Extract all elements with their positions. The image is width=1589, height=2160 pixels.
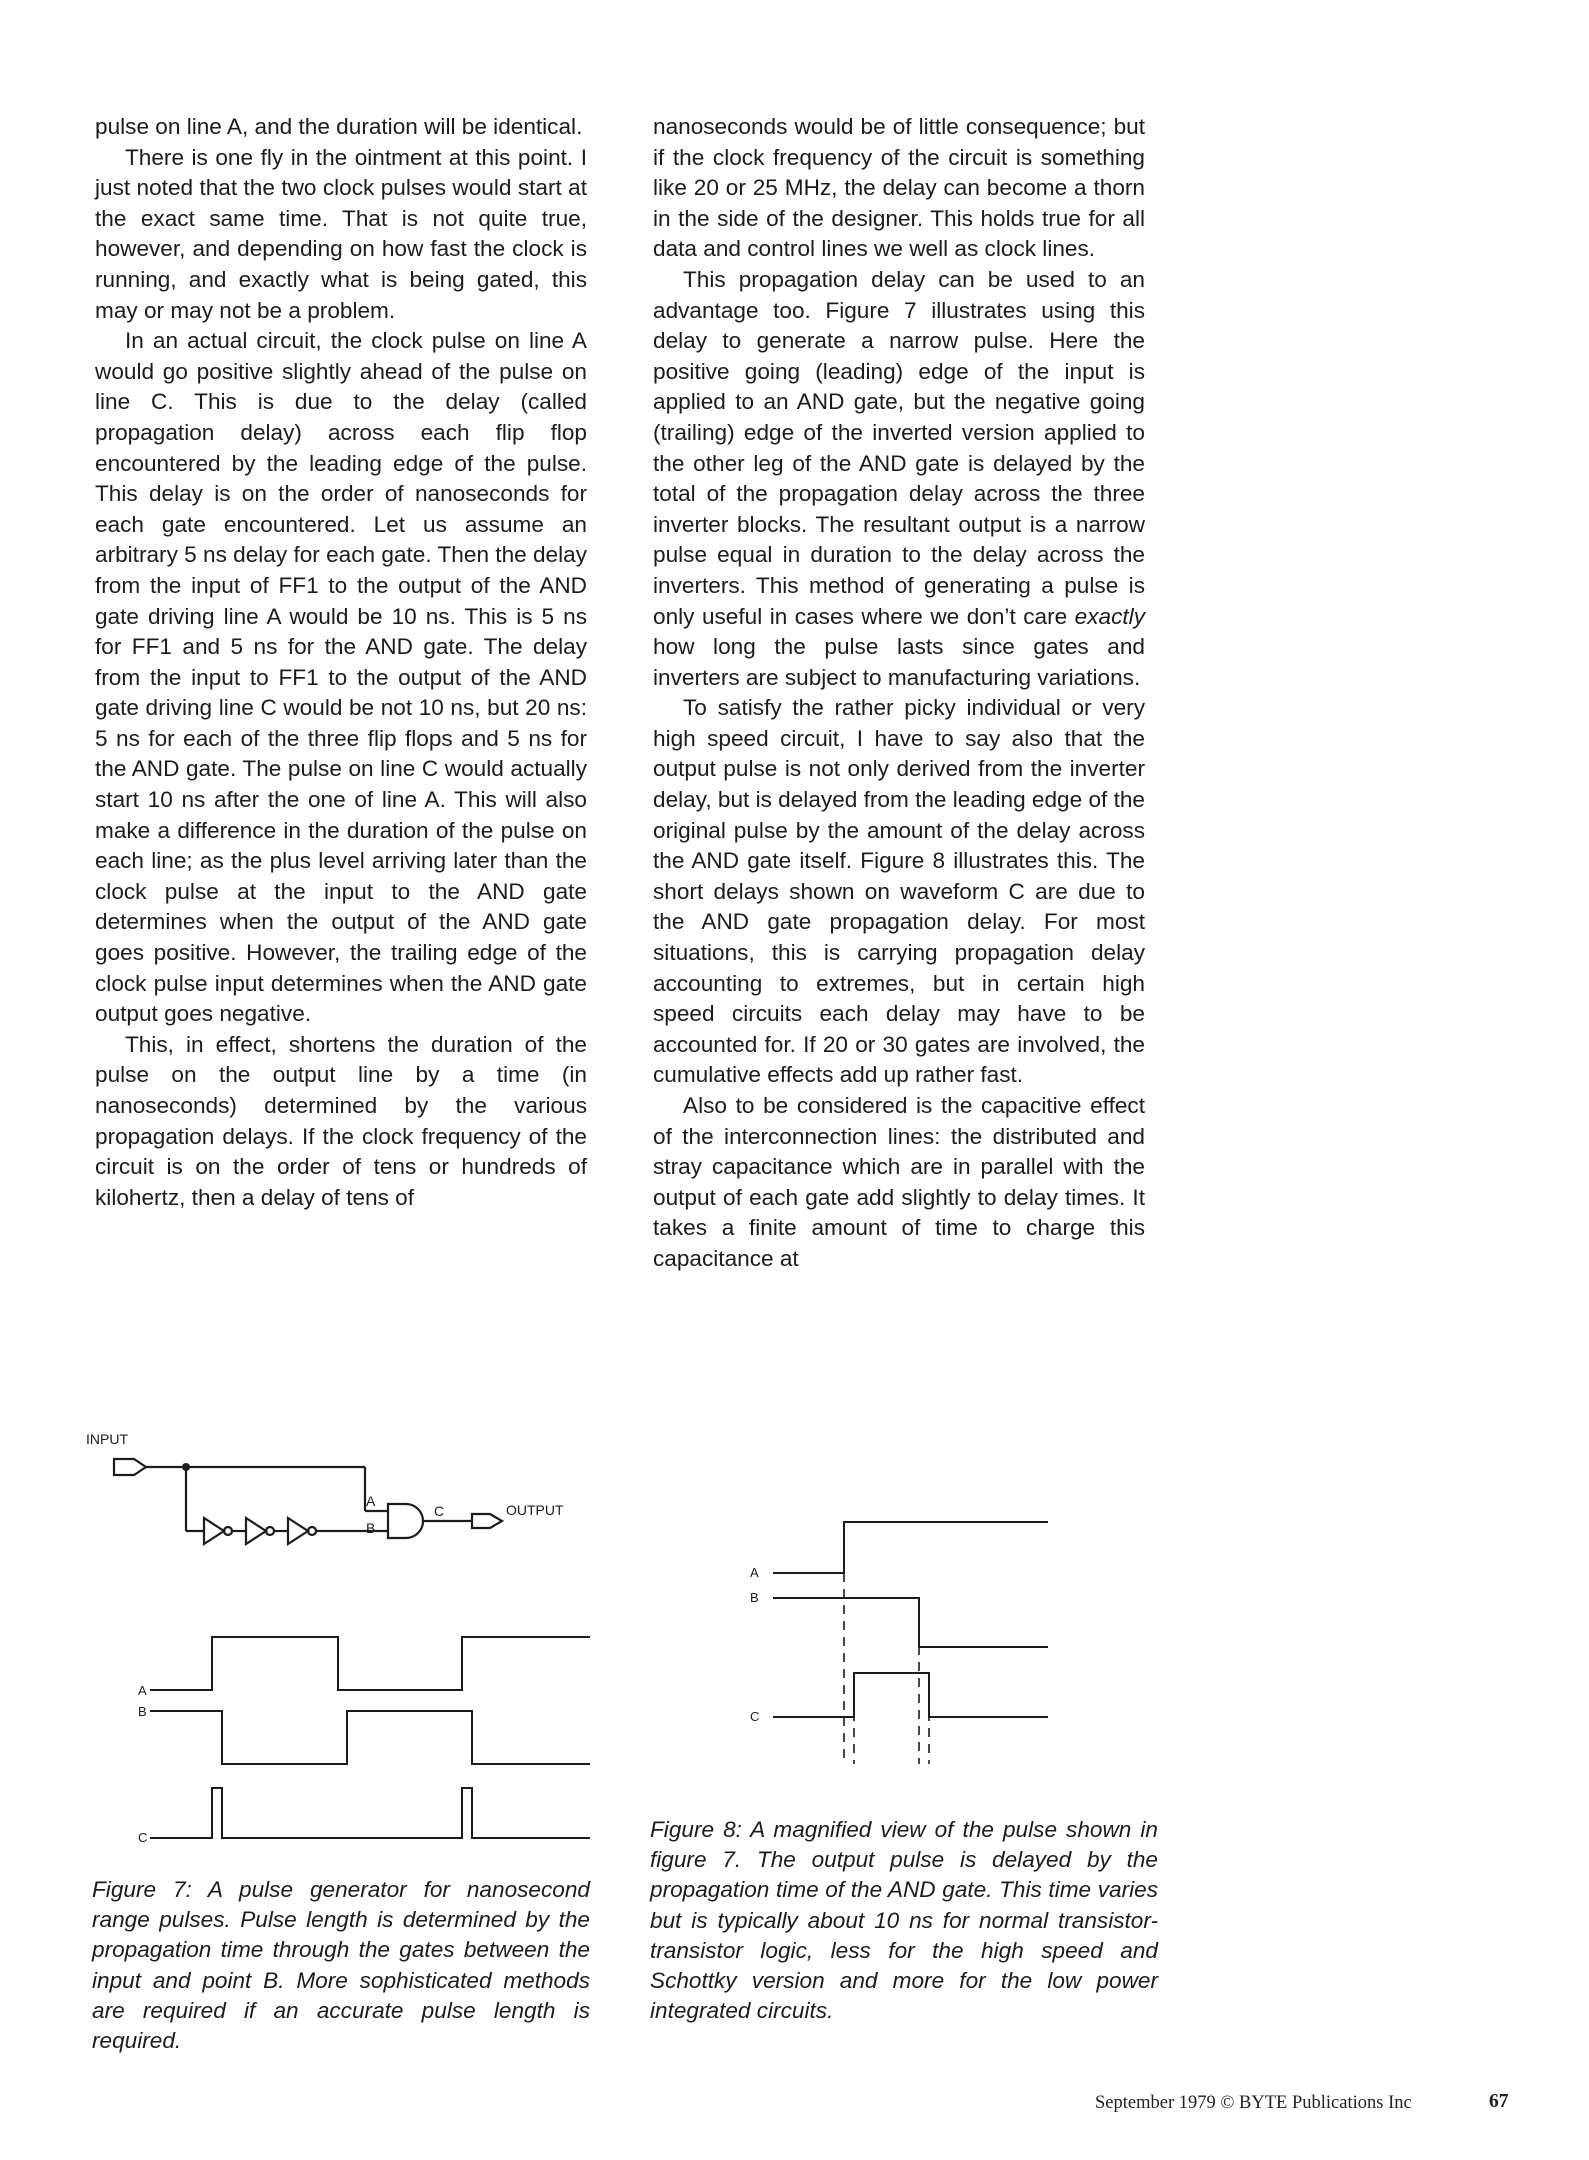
- paragraph: To satisfy the rather picky individual or very high speed circuit, I have to say also that the output pulse is not only derived from the inverter delay, but is delayed from the leading edge of the original pulse by the amount of the delay across the AND gate itself. Figure 8 illustrates this. The short delays shown on waveform C are due to the AND gate propagation delay. For most situations, this is carrying propagation delay accounting to extremes, but in certain high speed circuits each delay may have to be accounted for. If 20 or 30 gates are involved, the cumulative effects add up rather fast.: [653, 695, 1145, 1088]
- waveform-c: [150, 1788, 590, 1838]
- paragraph: In an actual circuit, the clock pulse on line A would go positive slightly ahead of the pulse on line C. This is due to the delay (called propagation delay) across each flip flop encountered by the leading edge of the pulse. This delay is on the order of nanoseconds for each gate encountered. Let us assume an arbitrary 5 ns delay for each gate. Then the delay from the input of FF1 to the output of the AND gate driving line A would be 10 ns. This is 5 ns for FF1 and 5 ns for the AND gate. The delay from the input to FF1 to the output of the AND gate driving line C would be not 10 ns, but 20 ns: 5 ns for each of the three flip flops and 5 ns for the AND gate. The pulse on line C would actually start 10 ns after the one of line A. This will also make a difference in the duration of the pulse on each line; as the plus level arriving later than the clock pulse at the input to the AND gate determines when the output of the AND gate goes positive. However, the trailing edge of the clock pulse input determines when the AND gate output goes negative.: [95, 328, 587, 1027]
- node-a-label: A: [366, 1493, 376, 1509]
- figure7-caption: Figure 7: A pulse generator for nanosecond range pulses. Pulse length is determined by the propagation time through the gates between the input and point B. More sophisticated methods are required if an accurate pulse length is required.: [92, 1877, 590, 2054]
- node-b-label: B: [366, 1520, 376, 1536]
- figure7-waveforms: [120, 1620, 600, 1850]
- paragraph-text: This propagation delay can be used to an advantage too. Figure 7 illustrates using this delay to generate a narrow pulse. Here the positive going (leading) edge of the input is applied to an AND gate, but the negative going (trailing) edge of the inverted version applied to the other leg of the AND gate is delayed by the total of the propagation delay across the three inverter blocks. The resultant output is a narrow pulse equal in duration to the delay across the inverters. This method of generating a pulse is only useful in cases where we don’t care: [653, 266, 1145, 629]
- wave-label-b: B: [138, 1704, 147, 1719]
- wave-label-c: C: [750, 1709, 760, 1724]
- magnified-waveform-diagram: [740, 1510, 1070, 1770]
- figure8-diagram: [740, 1510, 1070, 1770]
- inverter-symbol: [246, 1518, 266, 1544]
- paragraph: [653, 265, 1145, 693]
- output-connector-symbol: [472, 1514, 502, 1528]
- page-number: 67: [1489, 2091, 1509, 2112]
- wave-label-b: B: [750, 1590, 759, 1605]
- waveform-b: [773, 1598, 1048, 1647]
- node-c-label: C: [434, 1503, 445, 1519]
- paragraph: This, in effect, shortens the duration of the pulse on the output line by a time (in nanoseconds) determined by the various propagation delays. If the clock frequency of the circuit is on the order of tens or hundreds of kilohertz, then a delay of tens of: [95, 1031, 587, 1210]
- waveform-c: [773, 1673, 1048, 1717]
- input-label: INPUT: [86, 1431, 128, 1447]
- junction-dot: [182, 1463, 190, 1471]
- wave-label-a: A: [138, 1683, 147, 1698]
- figure7-schematic: [80, 1420, 600, 1570]
- schematic-diagram: [80, 1420, 600, 1570]
- waveform-b: [150, 1711, 590, 1764]
- footer-credit: September 1979 © BYTE Publications Inc: [1095, 2093, 1412, 2113]
- and-gate-symbol: [388, 1504, 423, 1538]
- delay-markers: [844, 1573, 929, 1764]
- right-text-column: [653, 112, 1145, 1275]
- left-text-column: [95, 112, 587, 1213]
- waveform-a: [773, 1522, 1048, 1573]
- inverter-symbol: [204, 1518, 224, 1544]
- paragraph: pulse on line A, and the duration will be identical.: [95, 114, 583, 139]
- figure8-caption: Figure 8: A magnified view of the pulse shown in figure 7. The output pulse is delayed by the propagation time of the AND gate. This time varies but is typically about 10 ns for normal transistor-transistor logic, less for the high speed and Schottky version and more for the low power integrated circuits.: [650, 1817, 1158, 2024]
- wave-label-c: C: [138, 1830, 148, 1845]
- wave-label-a: A: [750, 1565, 759, 1580]
- paragraph: nanoseconds would be of little consequence; but if the clock frequency of the circuit is something like 20 or 25 MHz, the delay can become a thorn in the side of the designer. This holds true for all data and control lines we well as clock lines.: [653, 114, 1145, 262]
- paragraph: There is one fly in the ointment at this point. I just noted that the two clock pulses would start at the exact same time. That is not quite true, however, and depending on how fast the clock is running, and exactly what is being gated, this may or may not be a problem.: [95, 144, 587, 323]
- waveform-diagram: [120, 1620, 600, 1850]
- paragraph-text: how long the pulse lasts since gates and inverters are subject to manufacturing variations.: [653, 634, 1145, 690]
- paragraph: Also to be considered is the capacitive effect of the interconnection lines: the distributed and stray capacitance which are in parallel with the output of each gate add slightly to delay times. It takes a finite amount of time to charge this capacitance at: [653, 1093, 1145, 1271]
- waveform-a: [150, 1637, 590, 1690]
- output-label: OUTPUT: [506, 1502, 564, 1518]
- emphasis-text: exactly: [1074, 603, 1145, 629]
- input-connector-symbol: [114, 1459, 146, 1475]
- inverter-symbol: [288, 1518, 308, 1544]
